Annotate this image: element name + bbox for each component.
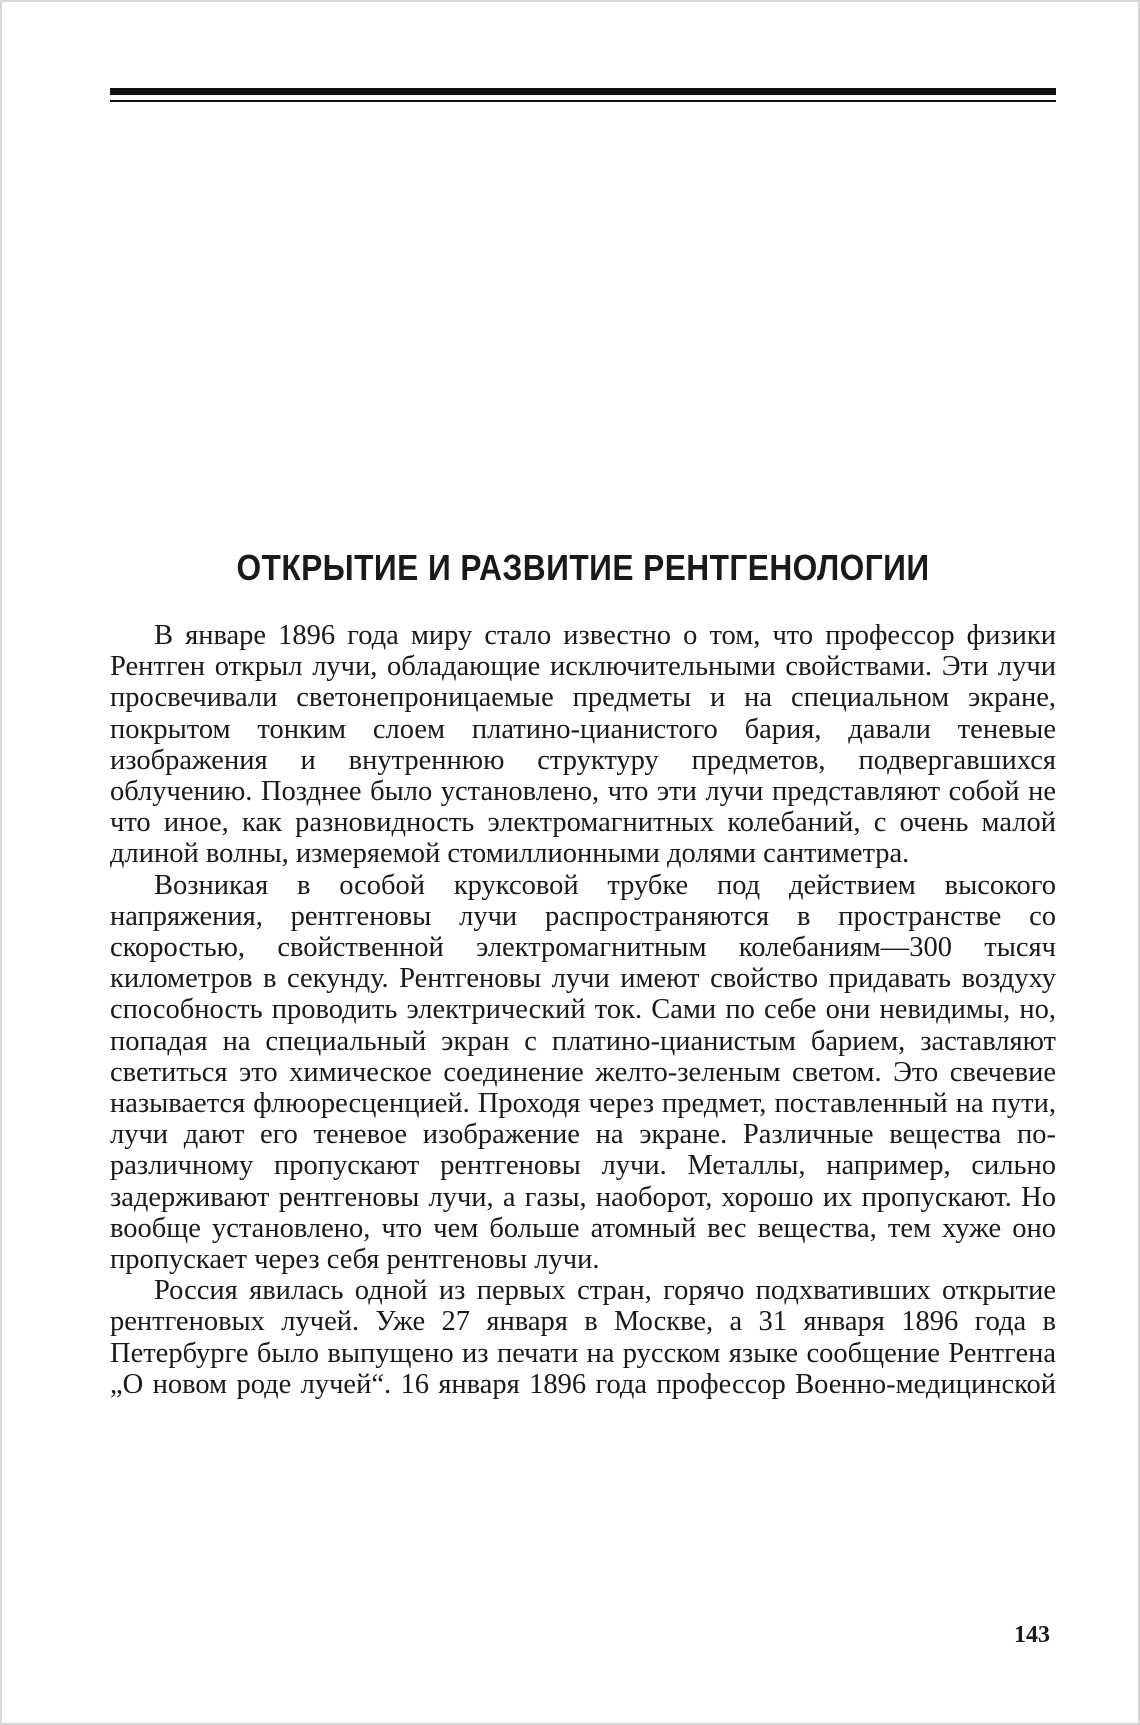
header-rule-thin bbox=[110, 100, 1056, 102]
paragraph-3: Россия явилась одной из первых стран, горячо подхвативших открытие рентгеновых лучей. Уже 27 января в Москве, а 31 января 1896 года в Петербурге было выпущено из печати на русском языке сообщение Рентгена „О новом роде лучей“. 16 января 1896 года профессор Военно-медицинской bbox=[110, 1275, 1056, 1400]
chapter-title: ОТКРЫТИЕ И РАЗВИТИЕ РЕНТГЕНОЛОГИИ bbox=[236, 547, 930, 588]
paragraph-1: В январе 1896 года миру стало известно о том, что профессор физики Рентген открыл лучи, обладающие исключительными свойствами. Эти лучи просвечивали светонепроницаемые предметы и на специальном экране, покрытом тонким слоем платино-цианистого бария, давали теневые изображения и внутреннюю структуру предметов, подвергавшихся облучению. Позднее было установлено, что эти лучи представляют собой не что иное, как разновидность электромагнитных колебаний, с очень малой длиной волны, измеряемой стомиллионными долями сантиметра. bbox=[110, 620, 1056, 870]
header-rule-thick bbox=[110, 88, 1056, 95]
paragraph-2: Возникая в особой круксовой трубке под действием высокого напряжения, рентгеновы лучи распространяются в пространстве со скоростью, свойственной электромагнитным колебаниям—300 тысяч километров в секунду. Рентгеновы лучи имеют свойство придавать воздуху способность проводить электрический ток. Сами по себе они невидимы, но, попадая на специальный экран с платино-цианистым барием, заставляют светиться это химическое соединение желто-зеленым светом. Это свечевие называется флюоресценцией. Проходя через предмет, поставленный на пути, лучи дают его теневое изображение на экране. Различные вещества по-различному пропускают рентгеновы лучи. Металлы, например, сильно задерживают рентгеновы лучи, а газы, наоборот, хорошо их пропускают. Но вообще установлено, что чем больше атомный вес вещества, тем хуже оно пропускает через себя рентгеновы лучи. bbox=[110, 869, 1056, 1276]
body-text bbox=[110, 620, 1056, 1400]
page-number: 143 bbox=[1014, 1622, 1050, 1648]
